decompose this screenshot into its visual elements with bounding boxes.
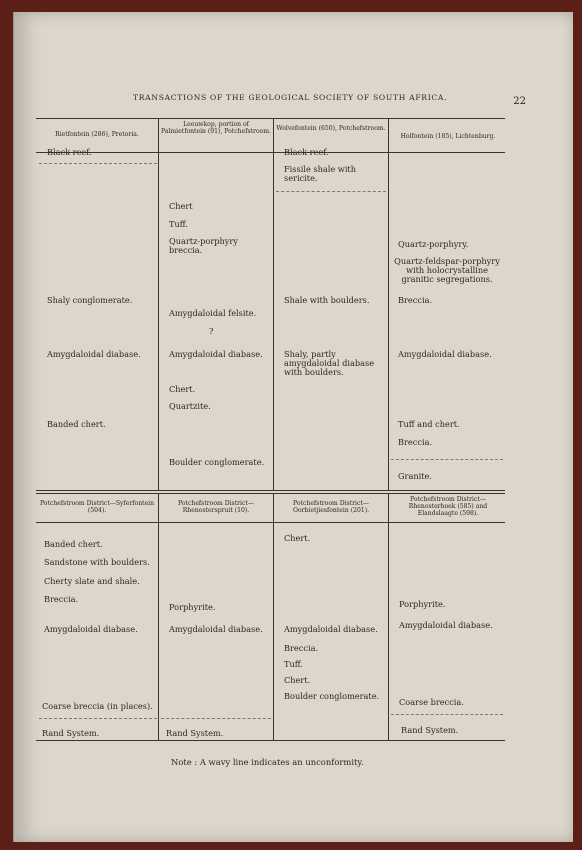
- entry-chert-2: Chert.: [169, 384, 196, 394]
- unconformity-line: [276, 191, 386, 195]
- entry-breccia: Breccia.: [284, 643, 319, 653]
- top-table-divider-1: [158, 118, 159, 490]
- entry-shaly-diabase: Shaly, partly amygdaloidal diabase with boulders.: [284, 349, 375, 377]
- top-table-header-rule: [36, 152, 505, 153]
- unconformity-line: [391, 714, 503, 718]
- entry-granite: Granite.: [398, 471, 432, 481]
- book-page: [13, 12, 573, 842]
- column-heading-rhenosterspruit: Potchefstroom District—Rhenosterspruit (10).: [178, 500, 254, 514]
- page-fold-shadow: [13, 12, 14, 842]
- entry-quartz-porphyry-breccia: Quartz-porphyry breccia.: [169, 236, 238, 255]
- entry-amygdaloidal-diabase: Amygdaloidal diabase.: [169, 624, 263, 634]
- entry-fissile-shale: Fissile shale with sericite.: [284, 164, 357, 183]
- bottom-table-top-rule: [36, 493, 505, 494]
- entry-chert: Chert.: [284, 533, 311, 543]
- bottom-table-divider-3: [388, 493, 389, 740]
- entry-breccia: Breccia.: [398, 295, 433, 305]
- entry-banded-chert: Banded chert.: [44, 539, 103, 549]
- bottom-table-bottom-rule: [36, 740, 505, 741]
- running-header: TRANSACTIONS OF THE GEOLOGICAL SOCIETY OF SOUTH AFRICA.: [133, 93, 448, 102]
- entry-breccia-2: Breccia.: [398, 437, 433, 447]
- entry-amygdaloidal-diabase: Amygdaloidal diabase.: [169, 349, 263, 359]
- entry-coarse-breccia: Coarse breccia.: [399, 697, 464, 707]
- column-heading-wolvefontein: Wolvefontein (650), Potchefstroom.: [276, 125, 386, 132]
- entry-sandstone: Sandstone with boulders.: [44, 557, 150, 567]
- column-heading-rhenosterhoek: Potchefstroom District—Rhenosterhoek (585) and Elandslaagte (598).: [408, 496, 488, 517]
- top-table-bottom-rule: [36, 490, 505, 491]
- entry-porphyrite: Porphyrite.: [169, 602, 216, 612]
- entry-rand-system: Rand System.: [42, 728, 100, 738]
- footnote: Note : A wavy line indicates an unconformity.: [171, 757, 364, 767]
- top-table-top-rule: [36, 118, 505, 119]
- entry-amygdaloidal-diabase: Amygdaloidal diabase.: [44, 624, 138, 634]
- column-heading-syferfontein: Potchefstroom District—Syferfontein (504).: [39, 500, 155, 514]
- entry-amygdaloidal-diabase: Amygdaloidal diabase.: [398, 349, 492, 359]
- entry-breccia: Breccia.: [44, 594, 79, 604]
- entry-quartz-feldspar-porphyry: Quartz-feldspar-porphyry with holocrystalline granitic segregations.: [394, 256, 500, 284]
- top-table-divider-2: [273, 118, 274, 490]
- column-heading-oorbietjiesfontein: Potchefstroom District—Oorbietjiesfontein (201).: [292, 500, 370, 514]
- entry-porphyrite: Porphyrite.: [399, 599, 446, 609]
- entry-rand-system: Rand System.: [166, 728, 224, 738]
- column-heading-holfontein: Holfontein (185), Lichtenburg.: [400, 133, 496, 140]
- bottom-table-header-rule: [36, 522, 505, 523]
- entry-amygdaloidal-diabase: Amygdaloidal diabase.: [47, 349, 141, 359]
- entry-rand-system: Rand System.: [401, 725, 459, 735]
- entry-black-reef: Black reef.: [47, 147, 92, 157]
- entry-tuff: Tuff.: [169, 219, 188, 229]
- unconformity-line: [39, 718, 157, 722]
- top-table-divider-3: [388, 118, 389, 490]
- entry-quartzite: Quartzite.: [169, 401, 211, 411]
- bottom-table-divider-2: [273, 493, 274, 740]
- column-heading-leeuwkop: Leeuwkop, portion of Palmietfontein (91), Potchefstroom.: [161, 121, 271, 135]
- entry-banded-chert: Banded chert.: [47, 419, 106, 429]
- entry-question-mark: ?: [209, 326, 214, 336]
- entry-boulder-conglomerate: Boulder conglomerate.: [284, 691, 380, 701]
- entry-amygdaloidal-felsite: Amygdaloidal felsite.: [169, 308, 257, 318]
- entry-cherty-slate: Cherty slate and shale.: [44, 576, 140, 586]
- page-number: 22: [513, 96, 526, 107]
- entry-quartz-porphyry: Quartz-porphyry.: [398, 239, 469, 249]
- entry-chert: Chert: [169, 201, 193, 211]
- entry-shale-with-boulders: Shale with boulders.: [284, 295, 370, 305]
- unconformity-line: [39, 163, 157, 167]
- entry-coarse-breccia: Coarse breccia (in places).: [42, 701, 153, 711]
- entry-shaly-conglomerate: Shaly conglomerate.: [47, 295, 133, 305]
- unconformity-line: [161, 718, 271, 722]
- column-heading-rietfontein: Rietfontein (286), Pretoria.: [55, 131, 139, 138]
- entry-chert-2: Chert.: [284, 675, 311, 685]
- unconformity-line: [391, 459, 503, 463]
- entry-black-reef: Black reef.: [284, 147, 329, 157]
- bottom-table-divider-1: [158, 493, 159, 740]
- entry-tuff: Tuff.: [284, 659, 303, 669]
- entry-boulder-conglomerate: Boulder conglomerate.: [169, 457, 265, 467]
- entry-amygdaloidal-diabase: Amygdaloidal diabase.: [399, 620, 493, 630]
- entry-amygdaloidal-diabase: Amygdaloidal diabase.: [284, 624, 378, 634]
- entry-tuff-and-chert: Tuff and chert.: [398, 419, 460, 429]
